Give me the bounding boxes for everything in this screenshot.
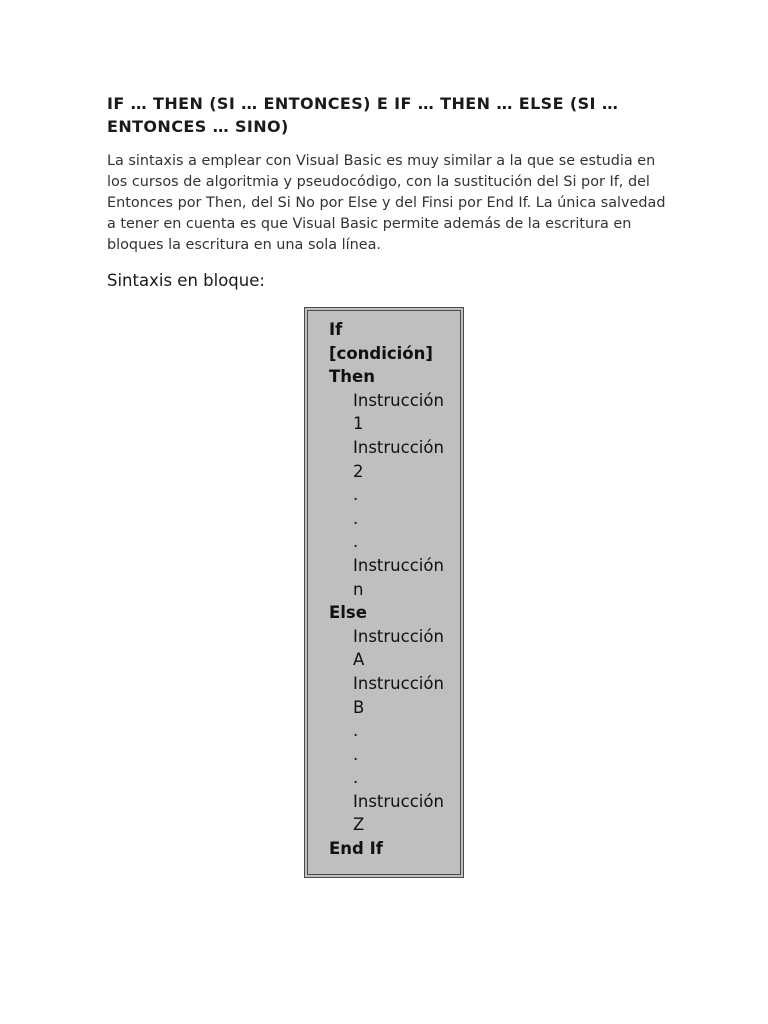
else-line: . [353,721,359,741]
else-line: Instrucción [353,673,444,693]
then-line: Instrucción [353,390,444,410]
syntax-code-box [304,307,464,878]
else-line: Instrucción [353,626,444,646]
then-line: . [353,485,359,505]
syntax-code-content [329,318,461,861]
then-line: Instrucción [353,437,444,457]
else-line: . [353,744,359,764]
then-line: 2 [353,461,364,481]
else-line: B [353,697,365,717]
then-line: . [353,532,359,552]
keyword-else: Else [329,603,367,623]
keyword-if: If [329,320,343,339]
then-line: 1 [353,414,364,434]
intro-paragraph: La sintaxis a emplear con Visual Basic es muy similar a la que se estudia en los cursos de algoritmia y pseudocódigo, con la sustitución del Si por If, del Entonces por Then, del Si No por Else y del Finsi por End If. La única salvedad a tener en cuenta es que Visual Basic permite además de la escritura en bloques la escritura en una sola línea. [107,153,666,253]
else-line: Z [353,815,365,835]
else-line: . [353,768,359,788]
then-line: n [353,579,364,599]
keyword-end-if: End If [329,839,383,859]
block-syntax-subheading: Sintaxis en bloque: [107,271,265,290]
else-line: Instrucción [353,791,444,811]
keyword-then: Then [329,367,375,387]
else-line: A [353,650,365,670]
section-heading: IF … THEN (SI … ENTONCES) E IF … THEN … ELSE (SI … ENTONCES … SINO) [107,94,619,136]
then-line: Instrucción [353,555,444,575]
then-line: . [353,508,359,528]
keyword-condition: [condición] [329,343,433,363]
